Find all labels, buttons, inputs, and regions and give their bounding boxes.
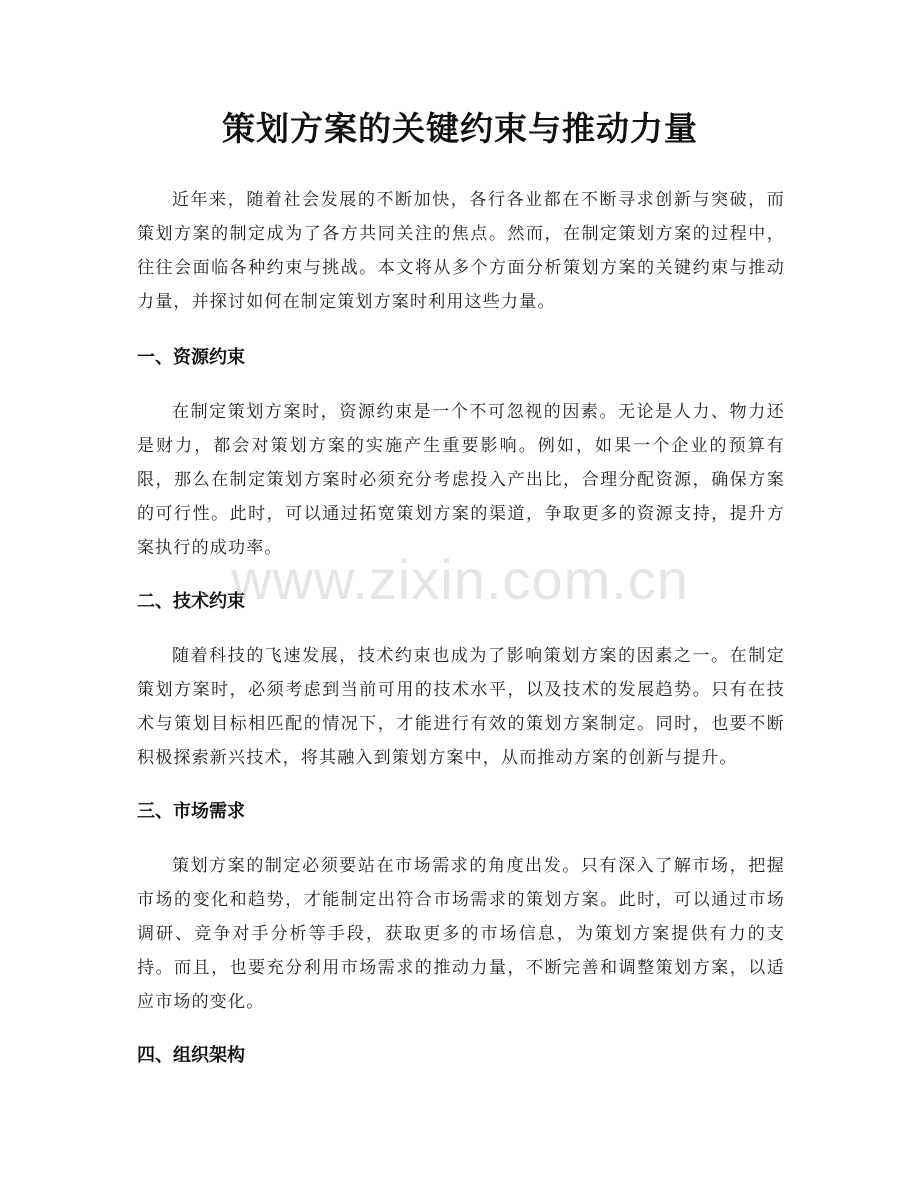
section-body-technology: 随着科技的飞速发展，技术约束也成为了影响策划方案的因素之一。在制定策划方案时，必须考虑到当前可用的技术水平，以及技术的发展趋势。只有在技术与策划目标相匹配的情况下，才能进行有效的策划方案制定。同时，也要不断积极探索新兴技术，将其融入到策划方案中，从而推动方案的创新与提升。 — [137, 646, 785, 768]
section-heading-market: 三、市场需求 — [137, 801, 245, 822]
intro-paragraph: 近年来，随着社会发展的不断加快，各行各业都在不断寻求创新与突破，而策划方案的制定成为了各方共同关注的焦点。然而，在制定策划方案的过程中，往往会面临各种约束与挑战。本文将从多个方面分析策划方案的关键约束与推动力量，并探讨如何在制定策划方案时利用这些力量。 — [137, 190, 785, 312]
section-heading-organization: 四、组织架构 — [137, 1045, 245, 1066]
section-body-resources: 在制定策划方案时，资源约束是一个不可忽视的因素。无论是人力、物力还是财力，都会对策划方案的实施产生重要影响。例如，如果一个企业的预算有限，那么在制定策划方案时必须充分考虑投入产出比，合理分配资源，确保方案的可行性。此时，可以通过拓宽策划方案的渠道，争取更多的资源支持，提升方案执行的成功率。 — [137, 402, 785, 558]
section-heading-technology: 二、技术约束 — [137, 591, 245, 612]
document-body — [137, 183, 785, 1073]
section-heading-resources: 一、资源约束 — [137, 347, 245, 368]
document-title: 策划方案的关键约束与推动力量 — [222, 109, 698, 148]
watermark: www.zixin.com.cn — [231, 548, 689, 611]
section-body-market: 策划方案的制定必须要站在市场需求的角度出发。只有深入了解市场，把握市场的变化和趋势，才能制定出符合市场需求的策划方案。此时，可以通过市场调研、竞争对手分析等手段，获取更多的市场信息，为策划方案提供有力的支持。而且，也要充分利用市场需求的推动力量，不断完善和调整策划方案，以适应市场的变化。 — [137, 856, 785, 1012]
